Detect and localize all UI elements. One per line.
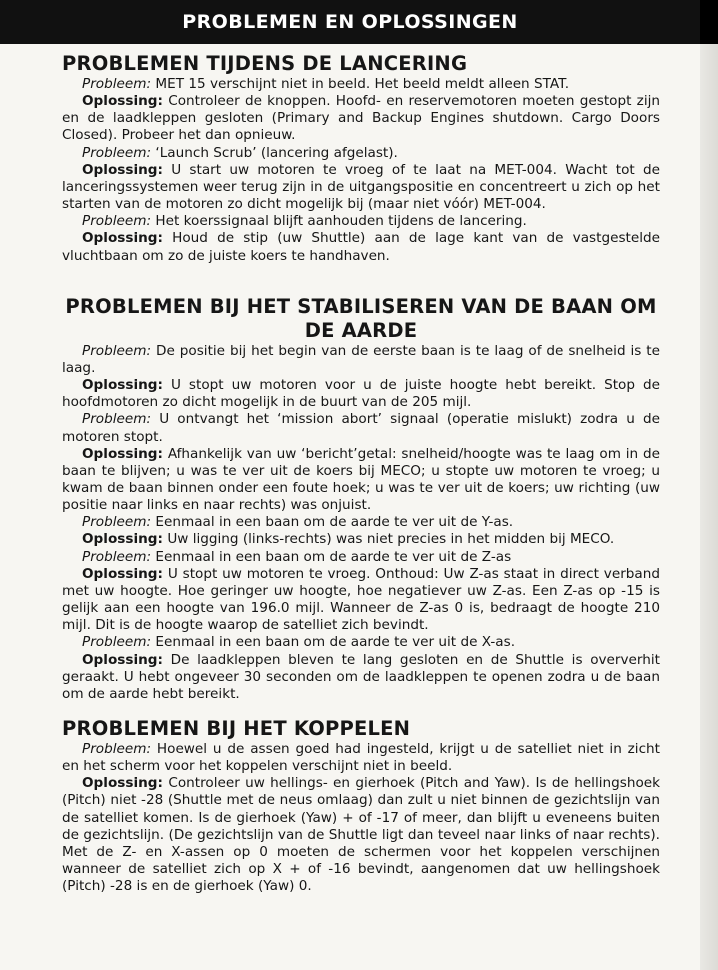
problem-paragraph [62,411,660,445]
page-header [0,0,700,44]
page-edge [700,0,718,970]
solution-text: U stopt uw motoren voor u de juiste hoogte hebt bereikt. Stop de hoofdmotoren zo dicht mogelijk in de buurt van de 205 mijl. [62,377,660,411]
solution-text: U stopt uw motoren te vroeg. Onthoud: Uw Z-as staat in direct verband met uw hoogte. Hoe geringer uw hoogte, hoe negatiever uw Z-as. Een Z-as op -15 is gelijk aan een hoogte van 196.0 mijl. Wanneer de Z-as 0 is, bedraagt de hoogte 210 mijl. Dit is de hoogte waarop de satelliet zich bevindt. [62,565,661,634]
section-title-launch: PROBLEMEN TIJDENS DE LANCERING [62,52,468,75]
solution-text: Controleer uw hellings- en gierhoek (Pitch and Yaw). Is de hellingshoek (Pitch) niet -28 (Shuttle met de neus omlaag) dan zult u niet binnen de gezichtslijn van de satelliet komen. Is de gierhoek (Yaw) + of -17 of meer, dan blijft u eveneens buiten de gezichtslijn. (De gezichtslijn van de Shuttle ligt dan teveel naar links of naar rechts). Met de Z- en X-assen op 0 moeten de schermen voor het koppelen verschijnen wanneer de satelliet zich op X + of -16 bevindt, aangenomen dat uw hellingshoek (Pitch) -28 is en de gierhoek (Yaw) 0. [62,775,660,895]
section-orbit [62,343,660,703]
problem-label: Probleem: [82,548,152,565]
page-title: PROBLEMEN EN OPLOSSINGEN [182,11,518,33]
solution-paragraph [62,377,660,411]
problem-paragraph [62,634,660,651]
solution-label: Oplossing: [82,161,163,178]
section-docking [62,741,660,895]
solution-text: Houd de stip (uw Shuttle) aan de lage kant van de vastgestelde vluchtbaan om zo de juiste koers te handhaven. [62,230,660,264]
solution-label: Oplossing: [82,775,163,792]
document-body [62,52,660,895]
problem-label: Probleem: [82,514,152,531]
problem-paragraph [62,549,660,566]
problem-paragraph [62,76,660,93]
solution-text: Afhankelijk van uw ‘bericht’getal: snelheid/hoogte was te laag om in de baan te blijven; u was te ver uit de koers bij MECO; u stopte uw motoren te vroeg; u kwam de baan binnen onder een foute hoek; u was te ver uit de koers; uw richting (uw positie naar links en naar rechts) was onjuist. [62,445,660,514]
solution-label: Oplossing: [82,445,163,462]
problem-label: Probleem: [82,213,152,230]
solution-paragraph [62,230,660,264]
problem-text: Hoewel u de assen goed had ingesteld, krijgt u de satelliet niet in zicht en het scherm voor het koppelen verschijnt niet in beeld. [62,741,660,775]
solution-label: Oplossing: [82,377,163,394]
problem-text: Eenmaal in een baan om de aarde te ver uit de Z-as [155,548,512,565]
solution-paragraph [62,531,660,548]
solution-label: Oplossing: [82,93,163,110]
problem-text: De positie bij het begin van de eerste baan is te laag of de snelheid is te laag. [62,342,660,376]
problem-text: Het koerssignaal blijft aanhouden tijdens de lancering. [155,213,527,230]
problem-label: Probleem: [82,741,152,757]
solution-label: Oplossing: [82,651,163,668]
problem-text: ‘Launch Scrub’ (lancering afgelast). [155,144,398,161]
problem-text: Eenmaal in een baan om de aarde te ver uit de Y-as. [155,514,514,531]
problem-label: Probleem: [82,144,152,161]
problem-paragraph [62,514,660,531]
problem-paragraph [62,741,660,775]
problem-paragraph [62,145,660,162]
solution-text: U start uw motoren te vroeg of te laat na MET-004. Wacht tot de lanceringssystemen weer terug zijn in de uitgangspositie en concentreert u zich op het starten van de motoren zo dicht mogelijk bij (maar niet vóór) MET-004. [62,161,660,213]
solution-text: De laadkleppen bleven te lang gesloten en de Shuttle is oververhit geraakt. U hebt ongeveer 30 seconden om de laadkleppen te openen zodra u de baan om de aarde hebt bereikt. [62,651,660,702]
problem-text: MET 15 verschijnt niet in beeld. Het beeld meldt alleen STAT. [155,76,570,92]
section-title-orbit: PROBLEMEN BIJ HET STABILISEREN VAN DE BAAN OM DE AARDE [65,294,657,342]
solution-paragraph [62,775,660,895]
solution-paragraph [62,566,660,635]
solution-paragraph [62,93,660,144]
problem-text: Eenmaal in een baan om de aarde te ver uit de X-as. [155,634,516,651]
solution-paragraph [62,446,660,515]
solution-paragraph [62,162,660,213]
problem-label: Probleem: [82,634,152,651]
section-title-docking: PROBLEMEN BIJ HET KOPPELEN [62,717,411,740]
problem-paragraph [62,343,660,377]
problem-label: Probleem: [82,342,152,359]
problem-label: Probleem: [82,411,152,428]
problem-paragraph [62,213,660,230]
solution-paragraph [62,652,660,703]
section-launch [62,76,660,265]
problem-text: U ontvangt het ‘mission abort’ signaal (operatie mislukt) zodra u de motoren stopt. [62,411,661,445]
solution-text: Uw ligging (links-rechts) was niet precies in het midden bij MECO. [167,531,615,548]
solution-label: Oplossing: [82,565,163,582]
solution-label: Oplossing: [82,531,163,548]
solution-text: Controleer de knoppen. Hoofd- en reservemotoren moeten gestopt zijn en de laadkleppen gesloten (Primary and Backup Engines shutdown. Cargo Doors Closed). Probeer het dan opnieuw. [62,93,660,144]
problem-label: Probleem: [82,76,152,92]
solution-label: Oplossing: [82,230,163,247]
